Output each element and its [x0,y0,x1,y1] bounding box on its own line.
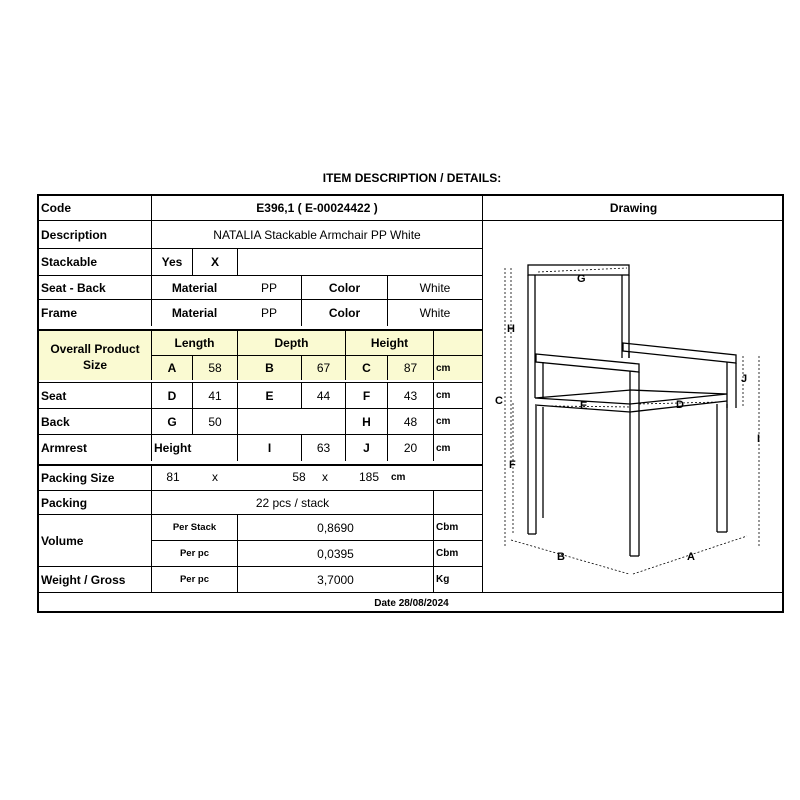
stackable-mark: X [192,248,237,275]
weight-per-pc-label: Per pc [151,566,237,592]
volume-label: Volume [39,514,151,566]
dim-f-letter: F [345,382,387,408]
packing-label: Packing [39,490,151,514]
dim-letter-f: F [509,459,516,471]
dim-j-value: 20 [387,434,433,461]
dim-d-value: 41 [192,382,237,408]
code-value: E396,1 ( E-00024422 ) [151,196,482,220]
dim-letter-d: D [676,399,684,411]
page-title: ITEM DESCRIPTION / DETAILS: [322,171,502,185]
packing-size-height: 185 [358,470,380,484]
dim-a-letter: A [151,355,192,380]
volume-per-stack-label: Per Stack [151,514,237,540]
packing-size-x1: x [212,470,218,484]
code-label: Code [41,201,71,215]
stackable-label: Stackable [39,248,151,275]
volume-per-pc-label: Per pc [151,540,237,566]
frame-color-label: Color [301,299,387,326]
dim-j-letter: J [345,434,387,461]
description-label: Description [39,220,151,248]
dim-i-letter: I [237,434,301,461]
dim-letter-a: A [687,551,695,563]
frame-color: White [387,299,482,326]
chair-outline [528,265,736,556]
dim-a-value: 58 [192,355,237,380]
overall-length-label: Length [151,329,237,355]
dim-b-letter: B [237,355,301,380]
dim-e-value: 44 [301,382,345,408]
packing-blank [433,490,482,514]
dim-letter-b: B [557,551,565,563]
dim-letter-c: C [495,395,503,407]
dim-letter-i: I [757,433,761,445]
overall-unit: cm [433,355,482,380]
armrest-label: Armrest [39,434,151,461]
dim-h-letter: H [345,408,387,434]
overall-height-label: Height [345,329,433,355]
dim-c-value: 87 [387,355,433,380]
stackable-yes: Yes [151,248,192,275]
seat-back-color: White [387,275,482,299]
armrest-unit: cm [433,434,482,461]
overall-blank [433,329,482,355]
dim-e-letter: E [237,382,301,408]
seat-back-label: Seat - Back [39,275,151,299]
stackable-blank [237,248,482,275]
description-value: NATALIA Stackable Armchair PP White [151,220,482,248]
dim-c-letter: C [345,355,387,380]
packing-size-x2: x [322,470,328,484]
dim-letter-e: E [580,400,588,412]
weight-label: Weight / Gross [39,566,151,592]
seat-back-material-label: Material [151,275,237,299]
overall-depth-label: Depth [237,329,345,355]
seat-label: Seat [39,382,151,408]
seat-back-color-label: Color [301,275,387,299]
volume-per-pc-unit: Cbm [433,540,482,566]
dim-g-value: 50 [192,408,237,434]
dim-f-value: 43 [387,382,433,408]
frame-material: PP [237,299,301,326]
dim-letter-j: J [741,373,748,385]
packing-size-label: Packing Size [39,464,151,490]
packing-size-length: 81 [166,470,180,484]
dim-g-letter: G [151,408,192,434]
date-footer: Date 28/08/2024 [39,592,784,613]
volume-per-stack-value: 0,8690 [237,514,433,540]
packing-size-width: 58 [292,470,306,484]
packing-value: 22 pcs / stack [151,490,433,514]
armrest-height-label: Height [151,434,237,461]
back-label: Back [39,408,151,434]
volume-per-stack-unit: Cbm [433,514,482,540]
dim-letter-g: G [577,273,586,285]
dim-b-value: 67 [301,355,345,380]
volume-per-pc-value: 0,0395 [237,540,433,566]
weight-unit: Kg [433,566,482,592]
chair-drawing [481,218,784,590]
back-unit: cm [433,408,482,434]
dim-i-value: 63 [301,434,345,461]
overall-size-label: Overall Product Size [39,329,151,380]
dim-h-value: 48 [387,408,433,434]
dim-letter-h: H [507,323,515,335]
drawing-header: Drawing [482,196,784,220]
weight-value: 3,7000 [237,566,433,592]
packing-size-unit: cm [391,471,406,483]
frame-material-label: Material [151,299,237,326]
seat-unit: cm [433,382,482,408]
seat-back-material: PP [237,275,301,299]
frame-label: Frame [39,299,151,326]
dim-d-letter: D [151,382,192,408]
back-blank [237,408,345,434]
